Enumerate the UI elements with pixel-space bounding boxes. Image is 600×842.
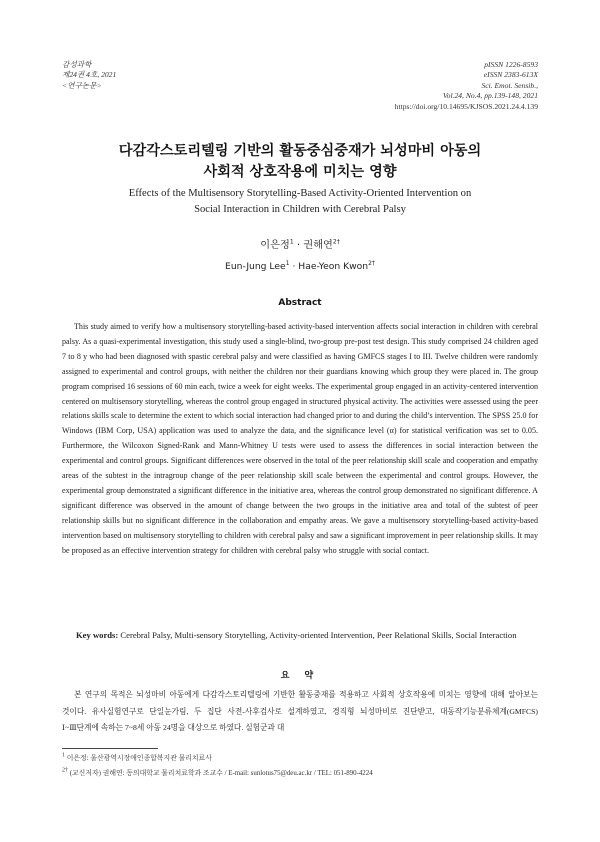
abstract-body: This study aimed to verify how a multisensory storytelling-based activity-based intervention affects social interaction in children with cerebral palsy. As a quasi-experimental investigation, this study used a single-blind, two-group pre-post test design. This study comprised 24 children aged 7 to 8 y who had been diagnosed with spastic cerebral palsy and were classified as having GMFCS stages I to III. Twelve children were randomly assigned to experimental and control groups, with neither the children nor their guardians knowing which group they were placed in. The group program comprised 16 sessions of 60 min each, twice a week for eight weeks. The experimental group engaged in an activity-centered intervention centered on multisensory storytelling, whereas the control group engaged in structured physical activity. The activities were assessed using the peer relations skills scale to determine the extent to which social interaction had changed prior to and during the child’s intervention. The SPSS 25.0 for Windows (IBM Corp, USA) application was used to analyze the data, and the significance level (α) for statistical verification was set to 0.05. Furthermore, the Wilcoxon Signed-Rank and Mann-Whitney U tests were used to assess the differences in social interaction between the experimental and control groups. Significant differences were observed in the total of the peer relationship skill scale and cooperation and empathy areas of the subtest in the intragroup change of the peer relationship skill scale between the experimental and control groups. However, the experimental group demonstrated a significant difference in the initiative area, whereas the control group demonstrated no significant difference. A significant difference was observed in the amount of change between the two groups in the initiative area and total of the subtest of peer relationship skills but no significant difference in the collaboration and empathy areas. We gave a multisensory storytelling-based activity-based intervention based on multisensory storytelling to children with cerebral palsy and saw a significant improvement in peer relationship skills. It may be proposed as an effective intervention strategy for children with cerebral palsy who struggle with social contact. [62,322,538,555]
footnote-1-text: 이은정: 울산광역시장애인종합복지관 물리치료사 [65,755,212,762]
author-1-mark-ko: 1 [289,238,294,246]
footnote-1 [62,754,212,764]
title-english-line-1: Effects of the Multisensory Storytelling-Based Activity-Oriented Intervention on [128,188,472,199]
author-2-mark-en: 2† [368,259,375,267]
author-separator-ko: · [293,240,304,251]
journal-header-left [62,60,116,91]
korean-abstract-body: 본 연구의 목적은 뇌성마비 아동에게 다감각스토리텔링에 기반한 활동중재를 적용하고 사회적 상호작용에 미치는 영향에 대해 알아보는 것이다. 유사실험연구로 단일눈가림, 두 집단 사전-사후검사로 설계하였고, 경직형 뇌성마비로 진단받고, 대동작기능분류체계(GMFCS) Ⅰ~Ⅲ단계에 속하는 7~8세 아동 24명을 대상으로 하였다. 실험군과 대 [62,690,538,733]
eissn: eISSN 2383-613X [483,70,538,80]
title-english [0,186,600,217]
keywords-text: Cerebral Palsy, Multi-sensory Storytelling, Activity-oriented Intervention, Peer Relational Skills, Social Interaction [120,630,517,640]
journal-volume: 제24권 4호, 2021 [62,70,117,80]
author-1-name-en: Eun-Jung Lee [225,261,286,272]
korean-abstract-heading: 요 약 [280,671,320,681]
doi-link[interactable]: https://doi.org/10.14695/KJSOS.2021.24.4.139 [394,101,538,111]
journal-name: 감성과학 [62,60,92,69]
journal-header-right [395,60,538,112]
title-korean-line-1: 다감각스토리텔링 기반의 활동중심중재가 뇌성마비 아동의 [118,143,482,159]
author-2-name-en: Hae-Yeon Kwon [298,261,369,272]
title-english-line-2: Social Interaction in Children with Cerebral Palsy [194,203,406,215]
footnote-1-mark: 1 [62,752,65,759]
keywords-label: Key words: [76,630,119,640]
footnote-2-text: (교신저자) 권해연: 동의대학교 물리치료학과 조교수 / E-mail: sunlotus75@deu.ac.kr / TEL: 051-890-4224 [68,770,373,777]
keywords [76,627,538,643]
authors-english [0,261,600,272]
author-2-name-ko: 권해연 [303,240,333,251]
authors-korean [0,236,600,251]
pissn: pISSN 1226-8593 [484,60,538,69]
journal-abbrev: Sci. Emot. Sensib., [481,80,538,90]
author-1-name-ko: 이은정 [260,240,290,251]
footnote-2-mark: 2† [62,767,68,774]
author-2-mark-ko: 2† [332,238,340,246]
title-korean-line-2: 사회적 상호작용에 미치는 영향 [203,163,397,180]
title-korean [0,141,600,182]
footnote-2 [62,769,373,779]
author-1-mark-en: 1 [285,259,290,267]
article-type: <연구논문> [62,80,102,90]
volume-pages: Vol.24, No.4, pp.139-148, 2021 [442,91,538,101]
author-separator-en: · [289,261,299,272]
abstract-heading: Abstract [278,298,322,308]
footnote-divider [62,748,158,749]
